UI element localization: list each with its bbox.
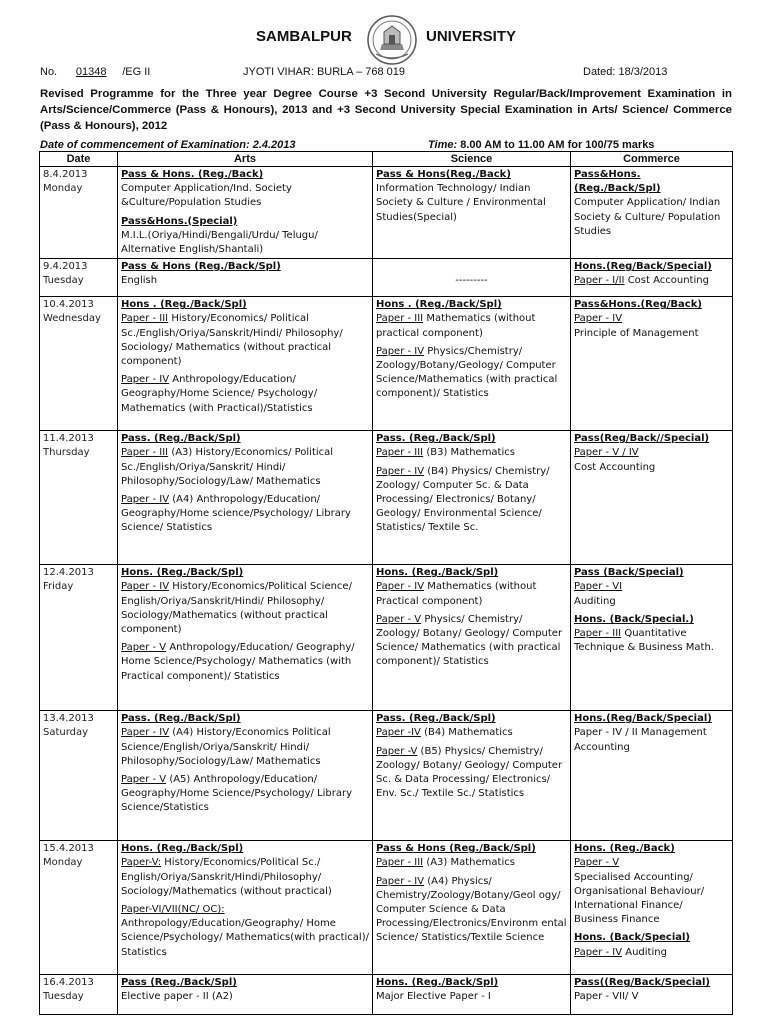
- exam-block: [376, 432, 567, 460]
- subjects-text: Principle of Management: [574, 327, 699, 339]
- paper-label: Paper - III: [121, 447, 169, 459]
- university-emblem-icon: [366, 14, 418, 66]
- exam-block: [121, 773, 369, 816]
- category-heading: Pass (Reg./Back/Spl): [121, 977, 237, 989]
- exam-block: [376, 465, 567, 536]
- table-row: [40, 167, 733, 259]
- exam-block: [574, 712, 729, 755]
- document-title: Revised Programme for the Three year Degree Course +3 Second University Regular/Back/Improvement Examination in Arts/Science/Commerce (Pass & Honours), 2013 and +3 Second University Special Examination in Arts/ Science/ Commerce (Pass & Honours), 2012: [40, 88, 732, 132]
- exam-day: Wednesday: [43, 313, 101, 325]
- exam-block: [121, 260, 369, 288]
- subjects-text: (A4) Anthropology/Education/ Geography/Home science/Psychology/ Library Science/ Statistics: [121, 494, 351, 534]
- arts-cell: [118, 297, 373, 431]
- exam-date: 9.4.2013: [43, 261, 88, 273]
- document-date: Dated: 18/3/2013: [583, 66, 668, 78]
- table-row: [40, 431, 733, 565]
- date-cell: [40, 711, 118, 841]
- paper-label: Paper - IV: [121, 727, 170, 739]
- category-heading: Hons. (Reg./Back/Spl): [376, 977, 499, 989]
- category-heading: Pass(Reg/Back//Special): [574, 433, 710, 445]
- paper-label: Paper - IV: [376, 465, 425, 477]
- category-heading: Pass & Hons(Reg./Back): [376, 169, 511, 180]
- column-header-science: Science: [373, 152, 571, 167]
- paper-label: Paper - IV: [376, 345, 425, 357]
- category-heading: Pass&Hons. (Reg./Back/Spl): [574, 169, 661, 195]
- science-cell: [373, 431, 571, 565]
- category-heading: Pass. (Reg./Back/Spl): [376, 433, 496, 445]
- exam-block: [574, 613, 729, 656]
- exam-block: [574, 298, 729, 341]
- exam-block: [121, 641, 369, 684]
- paper-label: Paper - VI: [574, 581, 623, 593]
- exam-block: [376, 168, 567, 225]
- subjects-text: (B5) Physics/ Chemistry/ Zoology/ Botany/ Geology/ Computer Sc. & Data Processing/ Electronics/ Env. Sc./ Textile Sc./ Statistics: [376, 745, 563, 800]
- science-cell: [373, 167, 571, 259]
- arts-cell: [118, 565, 373, 711]
- arts-cell: [118, 431, 373, 565]
- subjects-text: Elective paper - II (A2): [121, 991, 233, 1003]
- commencement-date: Date of commencement of Examination: 2.4.2013: [40, 139, 296, 151]
- subjects-text: Anthropology/Education/ Geography/ Home Science/Psychology/ Mathematics (with Practical component)/ Statistics: [121, 642, 355, 682]
- category-heading: Pass & Hons. (Reg./Back): [121, 169, 264, 180]
- category-heading: Hons. (Reg./Back): [574, 843, 675, 855]
- subjects-text: English: [121, 275, 158, 287]
- exam-block: [574, 931, 729, 959]
- exam-date: 11.4.2013: [43, 433, 94, 445]
- subjects-text: Paper - VII/ V: [574, 991, 639, 1003]
- paper-label: Paper - III: [376, 313, 424, 325]
- science-cell: [373, 259, 571, 297]
- science-cell: [373, 297, 571, 431]
- exam-block: [121, 566, 369, 637]
- paper-label: Paper - III: [574, 628, 622, 640]
- subjects-text: Computer Application/Ind. Society &Culture/Population Studies: [121, 183, 292, 209]
- subjects-text: Cost Accounting: [574, 461, 656, 473]
- paper-label: Paper - I/II: [574, 275, 625, 287]
- column-header-date: Date: [40, 152, 118, 167]
- arts-cell: [118, 259, 373, 297]
- subjects-text: (A4) Physics/ Chemistry/Zoology/Botany/Geol ogy/ Computer Science & Data Processing/Electronics/Environm ental Science/ Statistics/Textile Science: [376, 875, 567, 944]
- exam-date: 8.4.2013: [43, 169, 88, 180]
- subjects-text: History/Economics/Political Science/ English/Oriya/Sanskrit/Hindi/ Philosophy/ Sociology/Mathematics (without practical component): [121, 581, 352, 636]
- exam-block: [376, 345, 567, 402]
- date-cell: [40, 975, 118, 1015]
- reference-number: No. 01348 /EG II: [40, 66, 151, 78]
- letterhead: [0, 14, 768, 66]
- exam-day: Monday: [43, 857, 83, 869]
- exam-block: [574, 432, 729, 475]
- empty-placeholder: ---------: [455, 275, 488, 287]
- commerce-cell: [571, 297, 733, 431]
- category-heading: Pass (Back/Special): [574, 567, 684, 579]
- exam-block: [376, 875, 567, 946]
- address-line: JYOTI VIHAR: BURLA – 768 019: [243, 66, 406, 78]
- paper-label: Paper-V:: [121, 857, 162, 869]
- commerce-cell: [571, 259, 733, 297]
- subjects-text: Auditing: [622, 946, 667, 958]
- date-cell: [40, 431, 118, 565]
- category-heading: Pass. (Reg./Back/Spl): [121, 433, 241, 445]
- exam-date: 16.4.2013: [43, 977, 94, 989]
- subjects-text: (B3) Mathematics: [423, 447, 515, 459]
- science-cell: [373, 711, 571, 841]
- date-cell: [40, 259, 118, 297]
- exam-block: [121, 168, 369, 211]
- subjects-text: (A4) History/Economics Political Science/English/Oriya/Sanskrit/ Hindi/ Philosophy/Sociology/Law/ Mathematics: [121, 727, 331, 767]
- category-heading: Pass. (Reg./Back/Spl): [376, 713, 496, 725]
- paper-label: Paper - IV: [574, 313, 623, 325]
- subjects-text: M.I.L.(Oriya/Hindi/Bengali/Urdu/ Telugu/ Alternative English/Shantali): [121, 229, 318, 256]
- subjects-text: Paper - IV / II Management Accounting: [574, 727, 707, 753]
- table-row: [40, 841, 733, 975]
- exam-block: [574, 260, 729, 288]
- category-heading: Hons. (Back/Special.): [574, 613, 694, 625]
- exam-block: [121, 215, 369, 258]
- commerce-cell: [571, 565, 733, 711]
- paper-label: Paper - IV: [121, 581, 170, 593]
- subjects-text: Physics/ Chemistry/ Zoology/ Botany/ Geology/ Computer Science/ Mathematics (with practical component)/ Statistics: [376, 613, 563, 668]
- exam-block: [121, 493, 369, 536]
- paper-label: Paper - III: [376, 857, 424, 869]
- exam-schedule-table: [39, 151, 733, 1015]
- exam-timing: Time: 8.00 AM to 11.00 AM for 100/75 marks: [428, 139, 655, 151]
- exam-block: [376, 566, 567, 609]
- paper-label: Paper - III: [121, 313, 169, 325]
- paper-label: Paper - IV: [574, 946, 623, 958]
- exam-block: [121, 976, 369, 1004]
- arts-cell: [118, 975, 373, 1015]
- subjects-text: (A3) History/Economics/ Political Sc./English/Oriya/Sanskrit/ Hindi/ Philosophy/Sociology/Law/ Mathematics: [121, 447, 334, 487]
- column-header-arts: Arts: [118, 152, 373, 167]
- science-cell: [373, 975, 571, 1015]
- table-row: [40, 975, 733, 1015]
- exam-block: [121, 298, 369, 369]
- paper-label: Paper - V: [574, 857, 620, 869]
- paper-label: Paper -IV: [376, 727, 421, 739]
- university-name-right: UNIVERSITY: [426, 28, 517, 45]
- exam-block: [121, 842, 369, 899]
- exam-day: Tuesday: [43, 275, 84, 287]
- exam-block: [574, 168, 729, 239]
- arts-cell: [118, 167, 373, 259]
- paper-label: Paper - IV: [121, 374, 170, 386]
- category-heading: Hons . (Reg./Back/Spl): [376, 299, 502, 311]
- paper-label: Paper -V: [376, 745, 418, 757]
- paper-label: Paper - V: [376, 613, 422, 625]
- date-cell: [40, 841, 118, 975]
- category-heading: Pass&Hons.(Reg/Back): [574, 299, 702, 311]
- subjects-text: Quantitative Technique & Business Math.: [574, 628, 714, 654]
- subjects-text: (A5) Anthropology/Education/ Geography/Home Science/Psychology/ Library Science/Statistics: [121, 774, 353, 814]
- exam-block: [574, 566, 729, 609]
- table-row: [40, 259, 733, 297]
- category-heading: Pass&Hons.(Special): [121, 215, 238, 227]
- subjects-text: Auditing: [574, 595, 616, 607]
- column-header-commerce: Commerce: [571, 152, 733, 167]
- subjects-text: Cost Accounting: [624, 275, 709, 287]
- category-heading: Hons. (Back/Special): [574, 932, 691, 944]
- exam-date: 10.4.2013: [43, 299, 94, 311]
- subjects-text: Specialised Accounting/ Organisational Behaviour/ International Finance/ Business Finance: [574, 871, 705, 926]
- subjects-text: Computer Application/ Indian Society & Culture/ Population Studies: [574, 197, 721, 237]
- subjects-text: Anthropology/Education/Geography/ Home Science/Psychology/ Mathematics(with practical)/ Statistics: [121, 918, 369, 958]
- science-cell: [373, 565, 571, 711]
- category-heading: Hons.(Reg/Back/Special): [574, 713, 712, 725]
- commerce-cell: [571, 431, 733, 565]
- category-heading: Pass. (Reg./Back/Spl): [121, 713, 241, 725]
- category-heading: Hons. (Reg./Back/Spl): [376, 567, 499, 579]
- exam-day: Saturday: [43, 727, 89, 739]
- exam-block: [376, 712, 567, 740]
- category-heading: Pass & Hons (Reg./Back/Spl): [376, 843, 536, 855]
- subjects-text: History/Economics/ Political Sc./English/Oriya/Sanskrit/Hindi/ Philosophy/ Sociology/ Mathematics (without practical component): [121, 313, 343, 368]
- subjects-text: (B4) Physics/ Chemistry/ Zoology/ Computer Sc. & Data Processing/ Electronics/ Botany/ Geology/ Environmental Science/ Statistics/ Textile Sc.: [376, 465, 550, 534]
- subjects-text: Anthropology/Education/ Geography/Home Science/ Psychology/ Mathematics (with Practical)/Statistics: [121, 374, 318, 414]
- exam-day: Thursday: [43, 447, 90, 459]
- subjects-text: (B4) Mathematics: [420, 727, 513, 739]
- table-row: [40, 565, 733, 711]
- category-heading: Hons. (Reg./Back/Spl): [121, 843, 244, 855]
- subjects-text: Physics/Chemistry/ Zoology/Botany/Geology/ Computer Science/Mathematics (with practical component)/ Statistics: [376, 345, 558, 400]
- exam-date: 12.4.2013: [43, 567, 94, 579]
- category-heading: Hons . (Reg./Back/Spl): [121, 299, 247, 311]
- exam-date: 13.4.2013: [43, 713, 94, 725]
- commerce-cell: [571, 711, 733, 841]
- exam-day: Monday: [43, 183, 83, 195]
- arts-cell: [118, 841, 373, 975]
- exam-block: [376, 842, 567, 870]
- exam-block: [376, 298, 567, 341]
- paper-label: Paper - V: [121, 642, 167, 654]
- exam-block: [376, 976, 567, 1004]
- exam-block: [574, 842, 729, 927]
- exam-block: [376, 613, 567, 670]
- exam-block: [574, 976, 729, 1004]
- science-cell: [373, 841, 571, 975]
- commerce-cell: [571, 841, 733, 975]
- exam-day: Friday: [43, 581, 74, 593]
- arts-cell: [118, 711, 373, 841]
- paper-label: Paper - IV: [121, 494, 170, 506]
- table-row: [40, 711, 733, 841]
- date-cell: [40, 297, 118, 431]
- date-cell: [40, 167, 118, 259]
- subjects-text: Mathematics (without practical component): [376, 313, 536, 339]
- subjects-text: Mathematics (without Practical component): [376, 581, 537, 607]
- commerce-cell: [571, 975, 733, 1015]
- category-heading: Pass & Hons (Reg./Back/Spl): [121, 261, 281, 273]
- subjects-text: Major Elective Paper - I: [376, 991, 491, 1003]
- paper-label: Paper - IV: [376, 875, 425, 887]
- table-header-row: [40, 152, 733, 167]
- date-cell: [40, 565, 118, 711]
- exam-block: [121, 373, 369, 416]
- category-heading: Hons. (Reg./Back/Spl): [121, 567, 244, 579]
- university-name-left: SAMBALPUR: [256, 28, 352, 45]
- commerce-cell: [571, 167, 733, 259]
- paper-label: Paper-VI/VII(NC/ OC):: [121, 904, 225, 916]
- paper-label: Paper - IV: [376, 581, 425, 593]
- exam-date: 15.4.2013: [43, 843, 94, 855]
- category-heading: Pass((Reg/Back/Special): [574, 977, 710, 989]
- category-heading: Hons.(Reg/Back/Special): [574, 261, 712, 273]
- paper-label: Paper - V / IV: [574, 447, 639, 459]
- paper-label: Paper - V: [121, 774, 167, 786]
- exam-block: [121, 432, 369, 489]
- subjects-text: Information Technology/ Indian Society & Culture / Environmental Studies(Special): [376, 183, 546, 223]
- table-row: [40, 297, 733, 431]
- exam-day: Tuesday: [43, 991, 84, 1003]
- paper-label: Paper - III: [376, 447, 424, 459]
- subjects-text: (A3) Mathematics: [423, 857, 515, 869]
- exam-block: [121, 903, 369, 960]
- exam-block: [376, 745, 567, 802]
- exam-block: [121, 712, 369, 769]
- subjects-text: History/Economics/Political Sc./ English/Oriya/Sanskrit/Hindi/Philosophy/ Sociology/Mathematics (without practical): [121, 857, 332, 897]
